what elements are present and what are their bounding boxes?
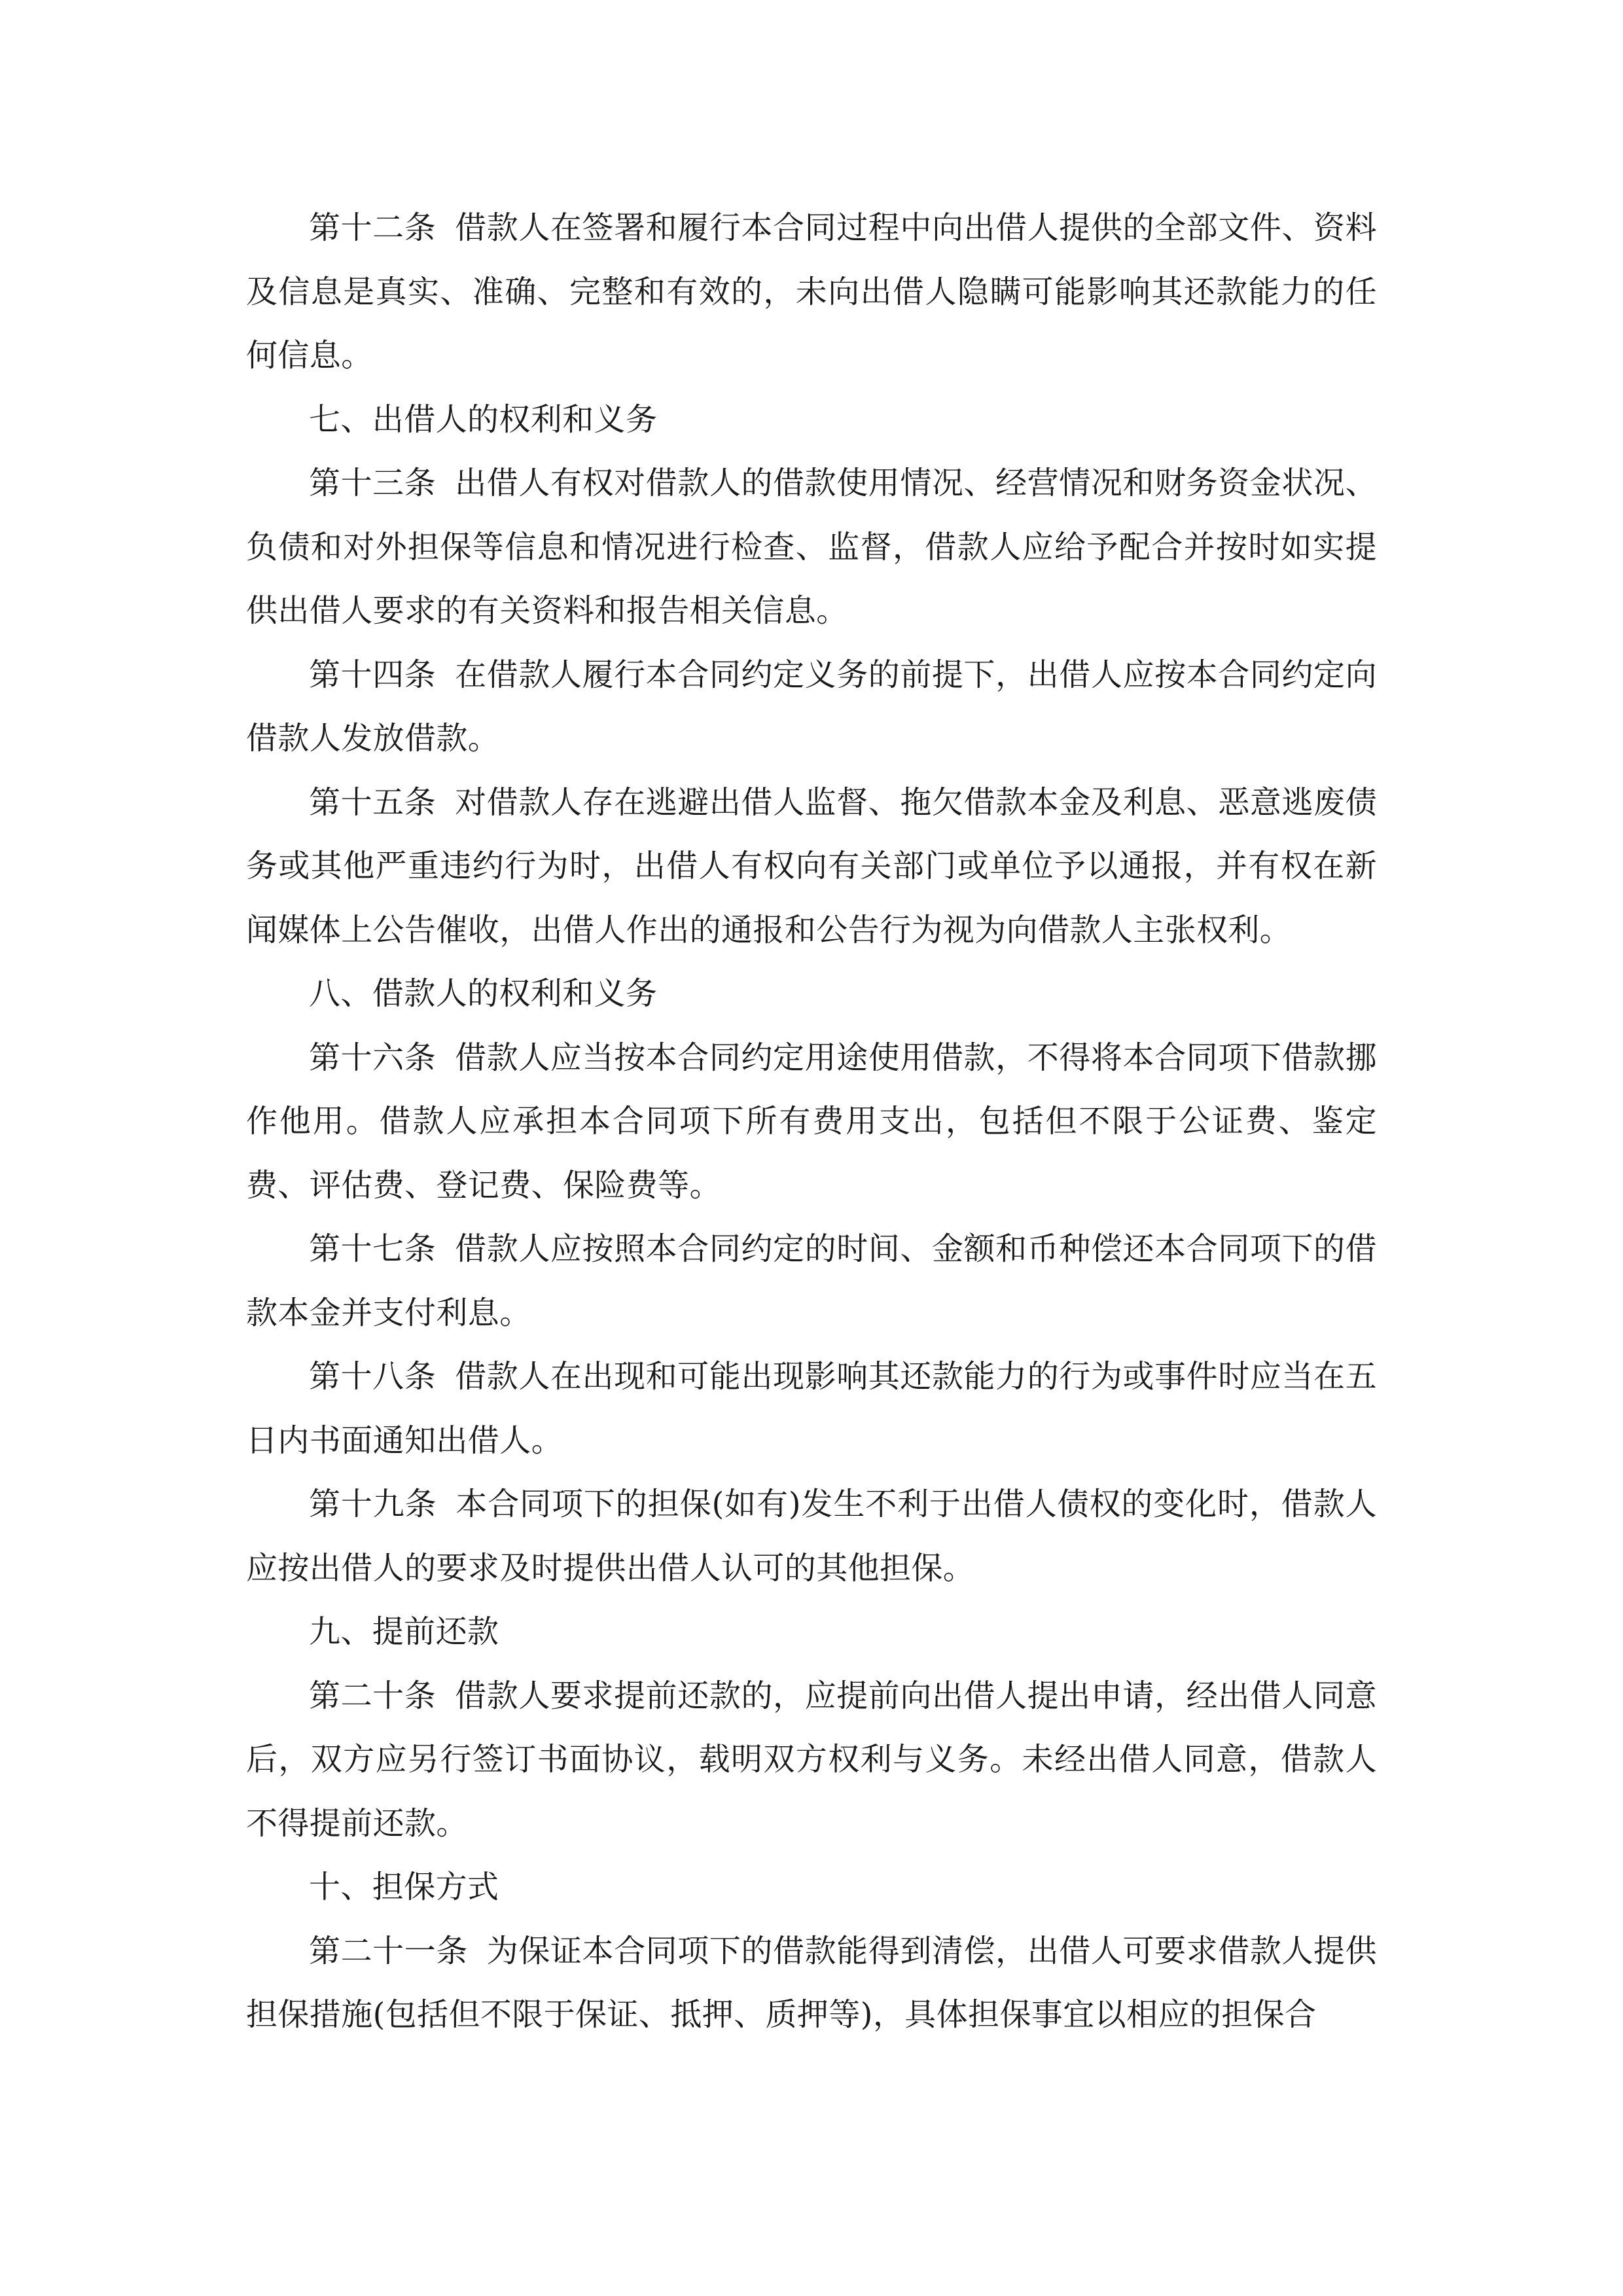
article-20 — [246, 1664, 1377, 1856]
article-text: 出借人有权对借款人的借款使用情况、经营情况和财务资金状况、负债和对外担保等信息和情况进行检查、监督，借款人应给予配合并按时如实提供出借人要求的有关资料和报告相关信息。 — [246, 465, 1377, 629]
article-text: 本合同项下的担保(如有)发生不利于出借人债权的变化时，借款人应按出借人的要求及时提供出借人认可的其他担保。 — [246, 1486, 1377, 1587]
article-number: 第十二条 — [309, 209, 437, 246]
article-12 — [246, 196, 1377, 388]
article-text: 借款人应当按本合同约定用途使用借款，不得将本合同项下借款挪作他用。借款人应承担本合同项下所有费用支出，包括但不限于公证费、鉴定费、评估费、登记费、保险费等。 — [246, 1039, 1377, 1204]
section-heading-9: 九、提前还款 — [309, 1613, 499, 1650]
article-text: 在借款人履行本合同约定义务的前提下，出借人应按本合同约定向借款人发放借款。 — [246, 656, 1377, 757]
article-19 — [246, 1473, 1377, 1600]
article-21 — [246, 1920, 1377, 2047]
article-number: 第十六条 — [309, 1039, 437, 1076]
article-number: 第二十一条 — [309, 1932, 468, 1969]
article-17 — [246, 1217, 1377, 1345]
article-15 — [246, 771, 1377, 963]
article-text: 对借款人存在逃避出借人监督、拖欠借款本金及利息、恶意逃废债务或其他严重违约行为时，出借人有权向有关部门或单位予以通报，并有权在新闻媒体上公告催收，出借人作出的通报和公告行为视为向借款人主张权利。 — [246, 783, 1377, 948]
article-number: 第十八条 — [309, 1358, 437, 1395]
article-number: 第十九条 — [309, 1486, 437, 1522]
article-number: 第二十条 — [309, 1677, 437, 1714]
article-number: 第十三条 — [309, 465, 437, 501]
article-13 — [246, 452, 1377, 643]
section-heading-8: 八、借款人的权利和义务 — [309, 975, 658, 1012]
article-text: 为保证本合同项下的借款能得到清偿，出借人可要求借款人提供担保措施(包括但不限于保证、抵押、质押等)，具体担保事宜以相应的担保合 — [246, 1932, 1377, 2033]
article-number: 第十七条 — [309, 1230, 437, 1267]
article-text: 借款人应按照本合同约定的时间、金额和币种偿还本合同项下的借款本金并支付利息。 — [246, 1230, 1377, 1331]
article-number: 第十五条 — [309, 783, 437, 821]
article-number: 第十四条 — [309, 656, 437, 693]
article-14 — [246, 643, 1377, 771]
article-text: 借款人要求提前还款的，应提前向出借人提出申请，经出借人同意后，双方应另行签订书面协议，载明双方权利与义务。未经出借人同意，借款人不得提前还款。 — [246, 1677, 1377, 1842]
article-18 — [246, 1345, 1377, 1473]
document-body — [246, 196, 1377, 2047]
section-heading-7: 七、出借人的权利和义务 — [309, 401, 658, 438]
article-text: 借款人在签署和履行本合同过程中向出借人提供的全部文件、资料及信息是真实、准确、完整和有效的，未向出借人隐瞒可能影响其还款能力的任何信息。 — [246, 209, 1377, 374]
article-text: 借款人在出现和可能出现影响其还款能力的行为或事件时应当在五日内书面通知出借人。 — [246, 1358, 1377, 1459]
article-16 — [246, 1026, 1377, 1218]
section-heading-10: 十、担保方式 — [309, 1869, 499, 1905]
